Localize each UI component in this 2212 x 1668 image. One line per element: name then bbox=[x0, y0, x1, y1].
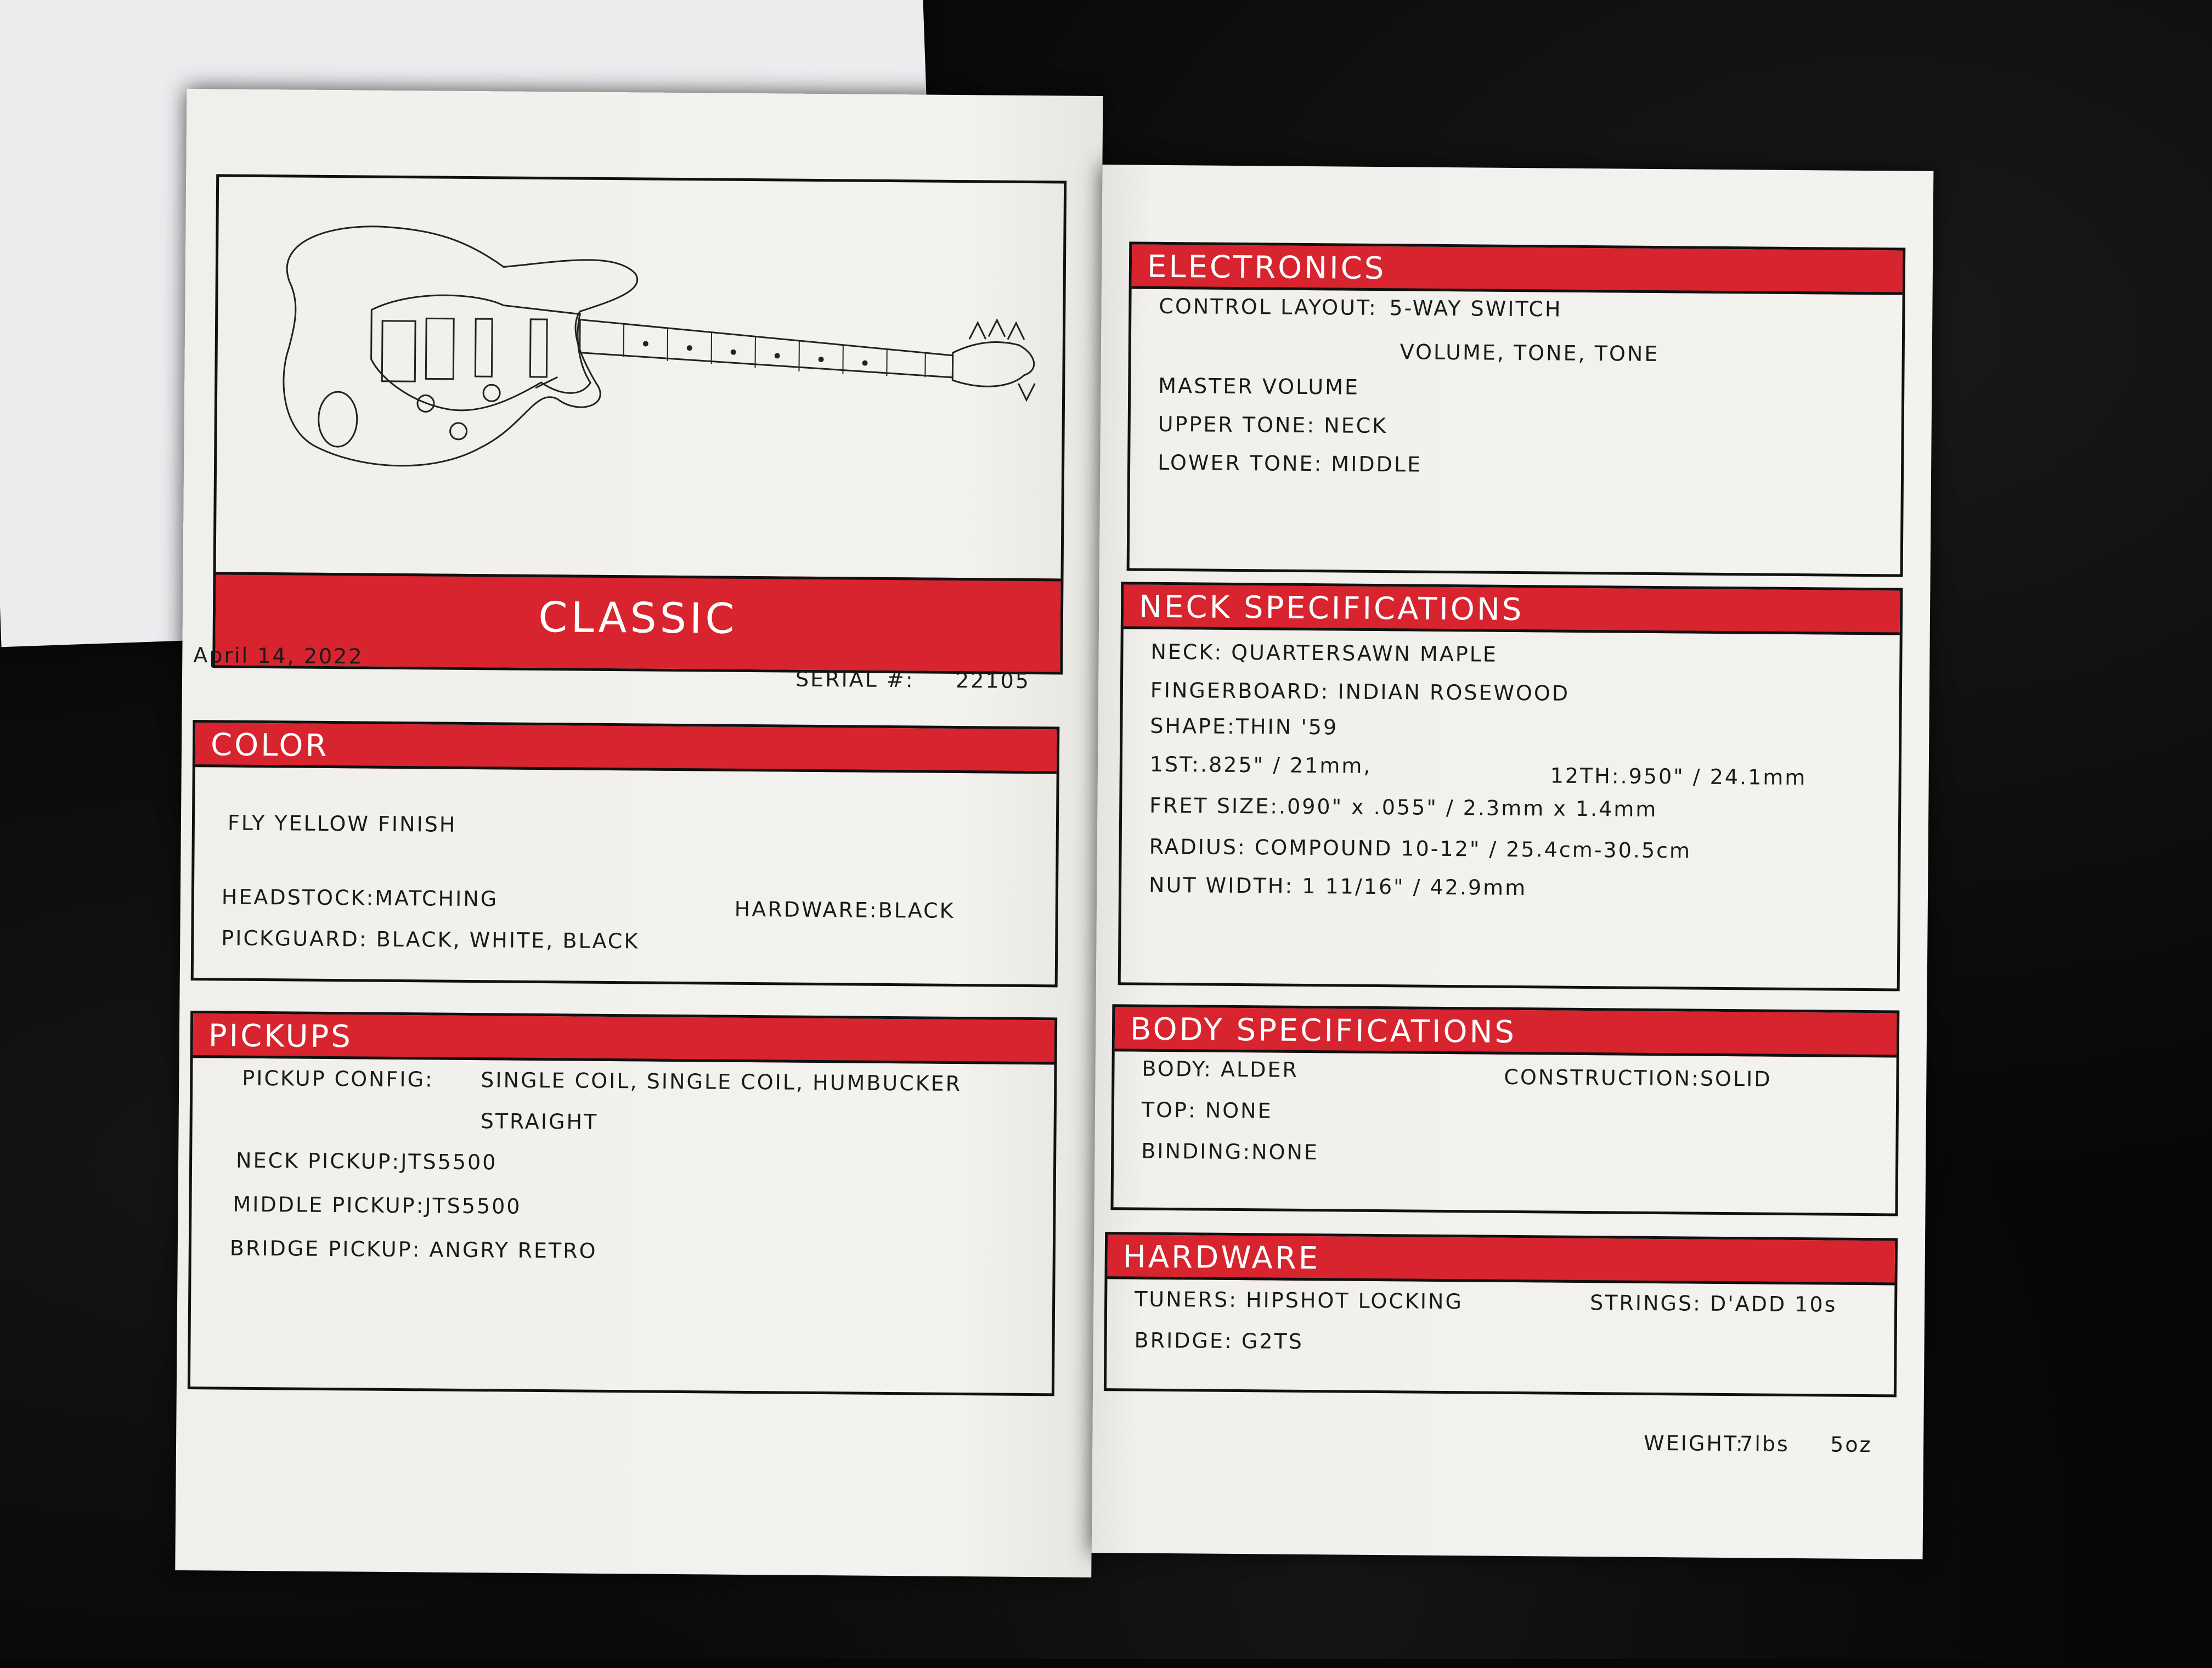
right-page bbox=[1092, 165, 1934, 1559]
pickguard: PICKGUARD: BLACK, WHITE, BLACK bbox=[221, 926, 639, 953]
build-date: April 14, 2022 bbox=[193, 643, 363, 668]
model-name: CLASSIC bbox=[216, 590, 1061, 645]
pickup-config-value: SINGLE COIL, SINGLE COIL, HUMBUCKER bbox=[481, 1068, 962, 1096]
guitar-outline-illustration bbox=[249, 216, 1041, 529]
body-title: BODY SPECIFICATIONS bbox=[1130, 1011, 1516, 1050]
hardware-title: HARDWARE bbox=[1123, 1239, 1321, 1276]
control-layout-value: 5-WAY SWITCH bbox=[1389, 296, 1562, 321]
neck-pickup: NECK PICKUP:JTS5500 bbox=[236, 1148, 498, 1175]
radius: RADIUS: COMPOUND 10-12" / 25.4cm-30.5cm bbox=[1149, 835, 1691, 863]
body-header bbox=[1115, 1007, 1897, 1057]
binding: BINDING:NONE bbox=[1141, 1139, 1319, 1165]
neck-shape: SHAPE:THIN '59 bbox=[1150, 714, 1338, 740]
electronics-section bbox=[1127, 241, 1906, 577]
strings: STRINGS: D'ADD 10s bbox=[1590, 1291, 1837, 1317]
weight-label: WEIGHT: bbox=[1644, 1431, 1745, 1456]
color-section bbox=[191, 720, 1060, 987]
fret-size: FRET SIZE:.090" x .055" / 2.3mm x 1.4mm bbox=[1149, 793, 1657, 821]
neck-wood: NECK: QUARTERSAWN MAPLE bbox=[1150, 640, 1498, 667]
pickup-config-label: PICKUP CONFIG: bbox=[242, 1066, 434, 1092]
bridge-pickup: BRIDGE PICKUP: ANGRY RETRO bbox=[230, 1236, 597, 1263]
electronics-title: ELECTRONICS bbox=[1147, 249, 1386, 286]
weight-ounces: 5oz bbox=[1830, 1433, 1872, 1457]
finish: FLY YELLOW FINISH bbox=[228, 811, 457, 837]
bridge: BRIDGE: G2TS bbox=[1134, 1328, 1304, 1354]
weight-value: 7lbs bbox=[1740, 1432, 1790, 1456]
neck-title: NECK SPECIFICATIONS bbox=[1139, 589, 1524, 628]
fingerboard: FINGERBOARD: INDIAN ROSEWOOD bbox=[1150, 678, 1570, 706]
color-header bbox=[195, 723, 1057, 774]
neck-section bbox=[1118, 582, 1903, 991]
lower-tone: LOWER TONE: MIDDLE bbox=[1158, 450, 1422, 477]
pickups-title: PICKUPS bbox=[208, 1018, 353, 1055]
first-fret-depth: 1ST:.825" / 21mm, bbox=[1150, 752, 1372, 778]
body-wood: BODY: ALDER bbox=[1142, 1057, 1299, 1082]
neck-header bbox=[1124, 584, 1900, 635]
hardware-section bbox=[1104, 1232, 1898, 1397]
twelfth-fret-depth: 12TH:.950" / 24.1mm bbox=[1550, 763, 1807, 790]
construction: CONSTRUCTION:SOLID bbox=[1504, 1065, 1772, 1091]
hardware-header bbox=[1107, 1235, 1895, 1285]
guitar-illustration-box bbox=[212, 174, 1066, 674]
master-volume: MASTER VOLUME bbox=[1158, 374, 1359, 399]
serial-label: SERIAL #: bbox=[795, 667, 915, 692]
upper-tone: UPPER TONE: NECK bbox=[1158, 412, 1388, 438]
electronics-header bbox=[1132, 244, 1903, 295]
pickups-header bbox=[193, 1013, 1055, 1064]
headstock: HEADSTOCK:MATCHING bbox=[222, 884, 499, 911]
pickup-config-value-2: STRAIGHT bbox=[481, 1109, 599, 1134]
serial-number: 22105 bbox=[956, 668, 1030, 693]
pickups-section bbox=[188, 1011, 1057, 1396]
control-layout-label: CONTROL LAYOUT: bbox=[1159, 294, 1378, 320]
hardware-color: HARDWARE:BLACK bbox=[735, 897, 955, 923]
color-title: COLOR bbox=[211, 727, 329, 764]
left-page bbox=[175, 89, 1103, 1577]
top: TOP: NONE bbox=[1142, 1098, 1273, 1123]
control-layout-value-2: VOLUME, TONE, TONE bbox=[1400, 340, 1660, 366]
middle-pickup: MIDDLE PICKUP:JTS5500 bbox=[233, 1192, 521, 1219]
tuners: TUNERS: HIPSHOT LOCKING bbox=[1135, 1287, 1463, 1314]
body-section bbox=[1110, 1004, 1899, 1216]
nut-width: NUT WIDTH: 1 11/16" / 42.9mm bbox=[1149, 873, 1527, 900]
